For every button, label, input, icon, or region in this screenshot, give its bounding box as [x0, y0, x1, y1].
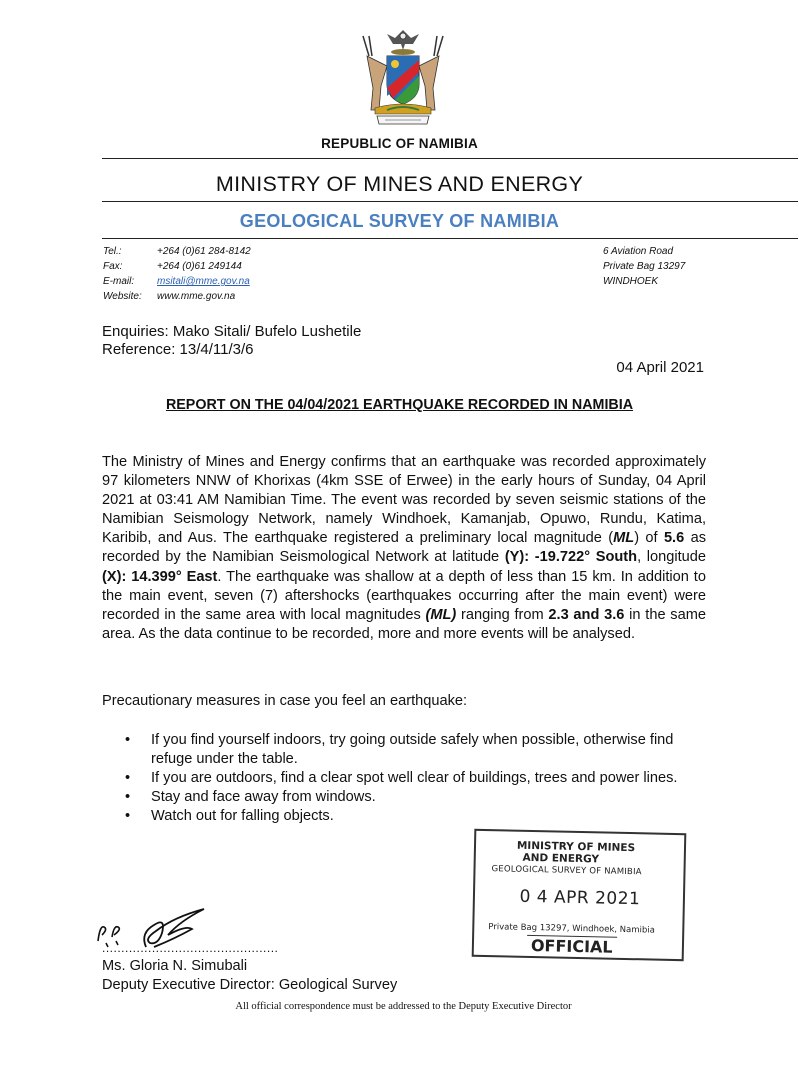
- stamp-line: MINISTRY OF MINES: [516, 839, 636, 855]
- body-magnitude: 5.6: [663, 530, 685, 547]
- report-body: [102, 453, 706, 644]
- report-title: REPORT ON THE 04/04/2021 EARTHQUAKE RECORDED IN NAMIBIA: [165, 397, 634, 413]
- body-ml-term: (ML): [425, 606, 457, 623]
- email-link[interactable]: msitali@mme.gov.na: [157, 276, 250, 287]
- enquiries-line: Enquiries: Mako Sitali/ Bufelo Lushetile: [102, 323, 362, 340]
- reference-line: Reference: 13/4/11/3/6: [102, 341, 254, 358]
- body-text-segment: as recorded by the Namibian Seismological Network at latitude: [102, 530, 707, 566]
- bullet-icon: •: [125, 732, 131, 748]
- list-item: [125, 769, 706, 788]
- header-rule-top: [102, 158, 798, 159]
- stamp-date: 0 4 APR 2021: [519, 886, 641, 910]
- country-heading: REPUBLIC OF NAMIBIA: [321, 136, 478, 151]
- coat-of-arms-logo: [357, 26, 449, 128]
- signature-line: ..............................................: [102, 941, 279, 955]
- contact-label: Website:: [103, 291, 142, 302]
- body-latitude: (Y): -19.722° South: [504, 549, 638, 566]
- bullet-icon: •: [125, 789, 131, 806]
- body-text-segment: The Ministry of Mines and Energy confirms that an earthquake was recorded approximately 97 kilometers NNW of Khorixas (4km SSE of Erwee) in the early hours of Sunday, 04 April 2021 at 03:41 AM Namibian Time. The event was recorded by seven seismic stations of the Namibian Seismology Network, namely Windhoek, Kamanjab, Opuwo, Rundu, Katima, Karibib, and Aus. The earthquake registered a preliminary local magnitude (: [102, 454, 706, 547]
- body-text-segment: ranging from: [456, 606, 549, 623]
- address-line: WINDHOEK: [603, 276, 658, 287]
- contact-row-fax: [103, 259, 251, 274]
- stamp-line: AND ENERGY: [522, 851, 600, 866]
- address-line: 6 Aviation Road: [603, 246, 674, 257]
- list-item-text: If you are outdoors, find a clear spot well clear of buildings, trees and power lines.: [151, 770, 678, 787]
- body-text-segment: ) of: [634, 530, 664, 547]
- stamp-line: Private Bag 13297, Windhoek, Namibia: [488, 922, 655, 936]
- list-item: [125, 788, 706, 807]
- contact-label: E-mail:: [103, 276, 135, 287]
- signatory-block: [102, 957, 397, 995]
- footer-note: All official correspondence must be addressed to the Deputy Executive Director: [235, 1001, 572, 1012]
- postal-address: [603, 244, 685, 289]
- body-text-segment: . The earthquake was shallow at a depth of less than 15 km. In addition to the main event, seven (7) aftershocks (earthquakes occurring after the main event) were recorded in the same area with local magnitudes: [102, 568, 706, 623]
- precaution-intro: Precautionary measures in case you feel an earthquake:: [102, 693, 468, 709]
- stamp-line: GEOLOGICAL SURVEY OF NAMIBIA: [491, 864, 642, 878]
- contact-details: [103, 244, 251, 304]
- bullet-icon: •: [125, 808, 131, 825]
- body-ml-term: ML: [613, 530, 635, 547]
- precaution-list: [125, 731, 706, 826]
- header-rule-bottom: [102, 238, 798, 239]
- body-longitude: (X): 14.399° East: [102, 568, 218, 585]
- body-magnitude-range: 2.3 and 3.6: [548, 606, 625, 623]
- signatory-name: Ms. Gloria N. Simubali: [102, 958, 248, 974]
- body-text-segment: in the same area. As the data continue to be recorded, more and more events will be analysed.: [102, 606, 706, 642]
- contact-value: +264 (0)61 249144: [157, 261, 242, 272]
- department-heading: GEOLOGICAL SURVEY OF NAMIBIA: [239, 211, 560, 231]
- contact-row-tel: [103, 244, 251, 259]
- list-item-text: Watch out for falling objects.: [151, 808, 334, 825]
- list-item-text: If you find yourself indoors, try going outside safely when possible, otherwise find refuge under the table.: [151, 732, 674, 768]
- contact-row-email: [103, 274, 251, 289]
- contact-row-website: [103, 289, 251, 304]
- official-stamp: [472, 829, 687, 961]
- letter-date: 04 April 2021: [616, 359, 704, 376]
- bullet-icon: •: [125, 770, 131, 787]
- header-rule-middle: [102, 201, 798, 202]
- enquiries-block: [102, 323, 361, 359]
- ministry-heading: MINISTRY OF MINES AND ENERGY: [215, 172, 584, 196]
- stamp-official-label: OFFICIAL: [527, 935, 617, 957]
- body-text-segment: , longitude: [637, 549, 707, 566]
- list-item-text: Stay and face away from windows.: [151, 789, 376, 806]
- signatory-title: Deputy Executive Director: Geological Survey: [102, 977, 398, 993]
- contact-label: Fax:: [103, 261, 123, 272]
- list-item: [125, 807, 706, 826]
- website-link[interactable]: www.mme.gov.na: [157, 291, 236, 302]
- contact-label: Tel.:: [103, 246, 122, 257]
- list-item: [125, 731, 706, 769]
- contact-value: +264 (0)61 284-8142: [157, 246, 251, 257]
- address-line: Private Bag 13297: [603, 261, 686, 272]
